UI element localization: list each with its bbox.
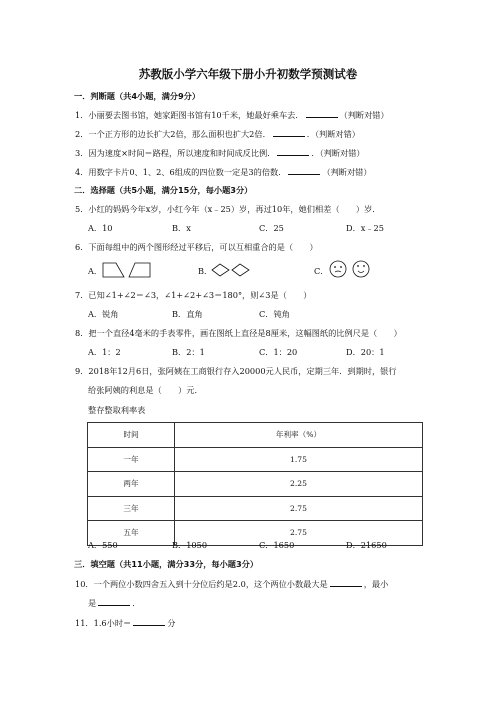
question-text: ，最小 (363, 579, 389, 589)
question-2 (75, 128, 360, 140)
question-text: 1．小丽要去图书馆，她家距图书馆有10千米，她最好乘车去． (75, 110, 304, 120)
table-cell: 两年 (88, 472, 175, 497)
question-4 (75, 166, 372, 178)
answer-blank[interactable] (273, 128, 305, 137)
question-8-stem: 8．把一个直径4毫米的手表零件，画在图纸上直径是8厘米，这幅图纸的比例尺是（ ） (75, 328, 402, 338)
table-cell: 三年 (88, 496, 175, 521)
table-caption: 整存整取利率表 (88, 405, 146, 415)
table-row (88, 472, 423, 497)
option-b[interactable]: B．直角 (172, 309, 203, 319)
option-d[interactable]: D．x﹣25 (346, 223, 384, 233)
question-text: 4．用数字卡片0、1、2、6组成的四位数一定是3的倍数． (75, 167, 287, 177)
question-text: 10．一个两位小数四舍五入到十分位后约是2.0，这个两位小数最大是 (75, 579, 328, 589)
answer-blank[interactable] (288, 166, 320, 175)
question-1 (75, 109, 389, 121)
option-c[interactable]: C．钝角 (259, 309, 290, 319)
question-11 (75, 617, 175, 629)
answer-blank[interactable] (330, 578, 362, 587)
parallelogram-pair-figure (102, 262, 152, 278)
table-row (88, 447, 423, 472)
table-cell: 1.75 (174, 447, 422, 472)
table-cell: 一年 (88, 447, 175, 472)
option-c[interactable]: C． (314, 266, 329, 276)
rhombus-pair-figure (211, 262, 251, 278)
question-suffix: （判断对错） (322, 167, 372, 177)
option-a[interactable]: A．10 (88, 223, 113, 233)
answer-blank[interactable] (277, 147, 309, 156)
option-a[interactable]: A． (88, 266, 103, 276)
face-circle-pair-figure (328, 259, 372, 279)
answer-blank[interactable] (98, 597, 130, 606)
table-row (88, 496, 423, 521)
question-suffix: （判断对错） (339, 110, 389, 120)
table-header-cell: 时间 (88, 423, 175, 448)
option-d[interactable]: D．21650 (346, 540, 387, 550)
question-suffix: ． (132, 598, 141, 608)
option-b[interactable]: B．1050 (172, 540, 208, 550)
answer-blank[interactable] (133, 617, 165, 626)
question-3 (75, 147, 365, 159)
question-text: 2．一个正方形的边长扩大2倍，那么面积也扩大2倍． (75, 129, 271, 139)
question-6-stem: 6．下面每组中的两个图形经过平移后，可以互相重合的是（ ） (75, 242, 318, 252)
question-9-stem-line1: 9．2018年12月6日，张阿姨在工商银行存入20000元人民币，定期三年．到期时，银行 (75, 366, 397, 376)
question-text: 3．因为速度×时间＝路程，所以速度和时间成反比例． (75, 148, 276, 158)
answer-blank[interactable] (306, 109, 338, 118)
option-c[interactable]: C．25 (259, 223, 284, 233)
option-c[interactable]: C．1：20 (259, 347, 298, 357)
unit-label: 分 (167, 618, 176, 628)
option-b[interactable]: B．2：1 (172, 347, 205, 357)
option-b[interactable]: B．x (172, 223, 191, 233)
table-cell: 2.25 (174, 472, 422, 497)
question-5-stem: 5．小红的妈妈今年x岁，小红今年（x﹣25）岁，再过10年，她们相差（ ）岁． (75, 204, 381, 214)
option-b[interactable]: B． (198, 266, 213, 276)
question-9-stem-line2: 给张阿姨的利息是（ ）元． (88, 385, 203, 395)
option-c[interactable]: C．1650 (259, 540, 295, 550)
option-a[interactable]: A．锐角 (88, 309, 119, 319)
question-text: 是 (88, 598, 97, 608)
table-cell: 2.75 (174, 496, 422, 521)
option-a[interactable]: A．550 (88, 540, 118, 550)
table-cell: 五年 (88, 521, 175, 546)
section-heading-fill: 三．填空题（共11小题，满分33分，每小题3分） (74, 559, 259, 569)
option-d[interactable]: D．20：1 (346, 347, 385, 357)
question-10-line2 (88, 597, 140, 609)
section-heading-judge: 一．判断题（共4小题，满分9分） (74, 91, 201, 101)
question-10-line1 (75, 578, 388, 590)
page-title: 苏教版小学六年级下册小升初数学预测试卷 (138, 67, 358, 81)
interest-rate-table (87, 422, 423, 546)
table-cell: 2.75 (174, 521, 422, 546)
question-text: 11．1.6小时＝ (75, 618, 132, 628)
option-a[interactable]: A．1：2 (88, 347, 121, 357)
table-header-row (88, 423, 423, 448)
question-suffix: ．（判断对错） (311, 148, 365, 158)
table-header-cell: 年利率（%） (174, 423, 422, 448)
question-7-stem: 7．已知∠1+∠2＝∠3，∠1+∠2+∠3＝180°，则∠3是（ ） (75, 290, 312, 300)
section-heading-choice: 二．选择题（共5小题，满分15分，每小题3分） (74, 185, 253, 195)
question-suffix: ．（判断对错） (306, 129, 360, 139)
